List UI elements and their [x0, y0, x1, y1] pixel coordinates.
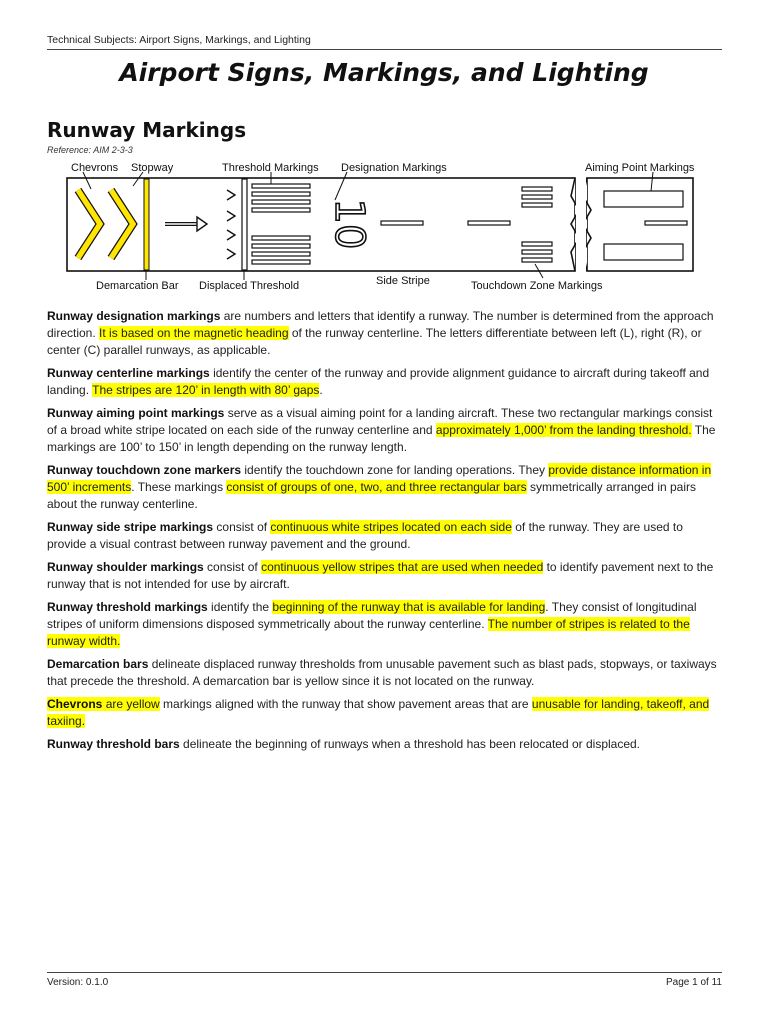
text-run: identify the center of the runway and provide alignment guidance to aircraft during takeoff and landing.: [47, 366, 710, 397]
section-title: Runway Markings: [47, 118, 247, 142]
label-displaced-threshold: Displaced Threshold: [199, 280, 300, 292]
term-heading: Demarcation bars: [47, 657, 149, 671]
touchdown-zone-bar: [522, 242, 552, 246]
demarcation-bar: [144, 179, 149, 270]
aiming-point-marker: [604, 191, 683, 207]
threshold-stripe: [252, 260, 310, 264]
text-run: delineate displaced runway thresholds from unusable pavement such as blast pads, stopways, or taxiways that precede the threshold. A demarcation bar is yellow since it is not located on the runway.: [47, 657, 717, 688]
text-run: symmetrically arranged in pairs about the runway centerline.: [47, 480, 696, 511]
footer-page-number: Page 1 of 11: [666, 977, 722, 988]
touchdown-zone-bar: [522, 195, 552, 199]
highlighted-text: continuous white stripes located on each side: [270, 520, 512, 534]
highlighted-text: consist of groups of one, two, and three rectangular bars: [226, 480, 527, 494]
text-run: The markings are 100’ to 150’ in length depending on the runway length.: [47, 423, 716, 454]
paragraph: [47, 559, 722, 593]
aiming-point-marker: [604, 244, 683, 260]
runway-markings-diagram: [47, 156, 722, 298]
threshold-stripe: [252, 252, 310, 256]
term-heading: Runway threshold markings: [47, 600, 208, 614]
text-run: identify the touchdown zone for landing operations. They: [241, 463, 549, 477]
text-run: consist of: [203, 560, 262, 574]
touchdown-zone-bar: [522, 203, 552, 207]
term-heading: Runway aiming point markings: [47, 406, 225, 420]
highlighted-text: are yellow: [102, 697, 160, 711]
threshold-stripe: [252, 236, 310, 240]
text-run: delineate the beginning of runways when a threshold has been relocated or displaced.: [179, 737, 641, 751]
body-text: [47, 308, 722, 759]
label-designation-markings: Designation Markings: [341, 162, 447, 174]
text-run: .: [319, 383, 323, 397]
page-footer: [47, 972, 722, 988]
term-heading: Runway shoulder markings: [47, 560, 204, 574]
paragraph: [47, 462, 722, 513]
highlighted-text: provide distance information in 500’ increments: [47, 463, 712, 494]
running-header: [47, 34, 722, 50]
touchdown-zone-bar: [522, 258, 552, 262]
label-stopway: Stopway: [131, 162, 174, 174]
runway-designation-number: 10: [326, 198, 372, 250]
paragraph: [47, 405, 722, 456]
displaced-threshold-bar: [242, 179, 247, 270]
text-run: of the runway centerline. The letters differentiate between left (L), right (R), or center (C) parallel runways, as applicable.: [47, 326, 702, 357]
text-run: . They consist of longitudinal stripes of uniform dimensions disposed symmetrically about the runway centerline.: [47, 600, 697, 631]
term-heading: Runway side stripe markings: [47, 520, 214, 534]
paragraph: [47, 308, 722, 359]
highlighted-text: beginning of the runway that is available for landing: [272, 600, 546, 614]
term-heading: Runway threshold bars: [47, 737, 180, 751]
text-run: to identify pavement next to the runway that is not intended for use by aircraft.: [47, 560, 714, 591]
paragraph: [47, 365, 722, 399]
text-run: markings aligned with the runway that show pavement areas that are: [159, 697, 532, 711]
paragraph: [47, 656, 722, 690]
paragraph: [47, 519, 722, 553]
footer-version: Version: 0.1.0: [47, 977, 109, 988]
centerline-stripe: [381, 221, 423, 225]
threshold-stripe: [252, 184, 310, 188]
centerline-stripe: [468, 221, 510, 225]
paragraph: [47, 599, 722, 650]
highlighted-text: The number of stripes is related to the runway width.: [47, 617, 690, 648]
text-run: serve as a visual aiming point for a landing aircraft. These two rectangular markings consist of a broad white stripe located on each side of the runway centerline and: [47, 406, 713, 437]
touchdown-zone-bar: [522, 187, 552, 191]
term-heading: Runway touchdown zone markers: [47, 463, 242, 477]
paragraph: [47, 736, 722, 753]
threshold-stripe: [252, 200, 310, 204]
text-run: are numbers and letters that identify a runway. The number is determined from the approach direction.: [47, 309, 714, 340]
highlighted-text: continuous yellow stripes that are used when needed: [261, 560, 544, 574]
text-run: . These markings: [131, 480, 227, 494]
highlighted-text: The stripes are 120’ in length with 80’ gaps: [92, 383, 320, 397]
label-side-stripe: Side Stripe: [376, 275, 430, 287]
touchdown-zone-bar: [522, 250, 552, 254]
section-reference: Reference: AIM 2-3-3: [47, 145, 133, 155]
term-heading: Chevrons: [47, 697, 103, 711]
text-run: of the runway. They are used to provide a visual contrast between runway pavement and the ground.: [47, 520, 683, 551]
text-run: consist of: [213, 520, 271, 534]
runway-break-gap: [576, 179, 586, 270]
label-aiming-point-markings: Aiming Point Markings: [585, 162, 695, 174]
highlighted-text: unusable for landing, takeoff, and taxiing.: [47, 697, 710, 728]
term-heading: Runway designation markings: [47, 309, 221, 323]
text-run: identify the: [207, 600, 273, 614]
label-demarcation-bar: Demarcation Bar: [96, 280, 179, 292]
term-heading: Runway centerline markings: [47, 366, 210, 380]
threshold-stripe: [252, 192, 310, 196]
label-touchdown-zone-markings: Touchdown Zone Markings: [471, 280, 603, 292]
highlighted-text: approximately 1,000’ from the landing threshold.: [435, 423, 692, 437]
document-title: Airport Signs, Markings, and Lighting: [119, 58, 649, 87]
highlighted-text: It is based on the magnetic heading: [99, 326, 289, 340]
label-threshold-markings: Threshold Markings: [222, 162, 319, 174]
threshold-stripe: [252, 244, 310, 248]
paragraph: [47, 696, 722, 730]
threshold-stripe: [252, 208, 310, 212]
running-header-title: Technical Subjects: Airport Signs, Markings, and Lighting: [47, 34, 311, 46]
label-chevrons: Chevrons: [71, 162, 119, 174]
centerline-stripe: [645, 221, 687, 225]
